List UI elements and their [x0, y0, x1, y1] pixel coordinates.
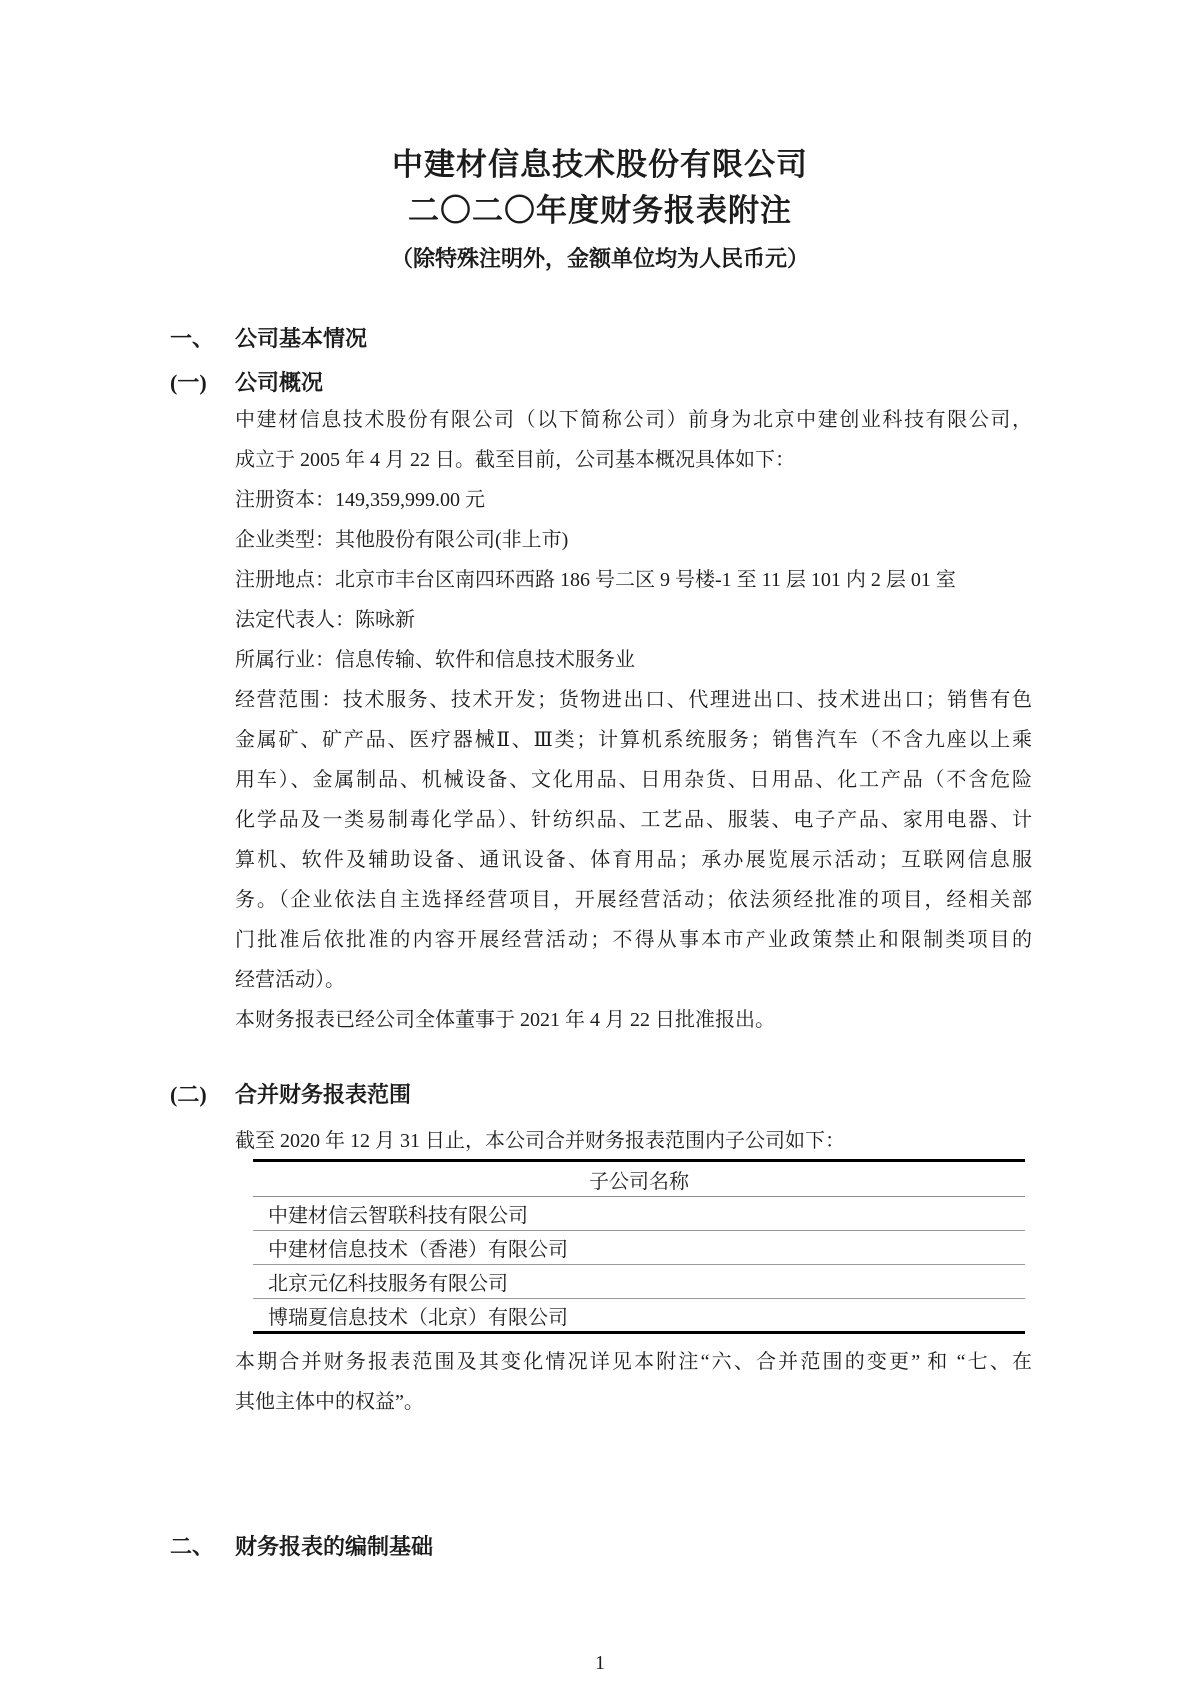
subsidiary-name-cell: 博瑞夏信息技术（北京）有限公司	[268, 1306, 568, 1329]
table-row	[253, 1299, 1025, 1333]
page-title-report: 二〇二〇年度财务报表附注	[408, 193, 792, 228]
page-title-company: 中建材信息技术股份有限公司	[392, 147, 808, 182]
subsidiary-name-cell: 中建材信息技术（香港）有限公司	[268, 1239, 568, 1261]
body-line: 金属矿、矿产品、医疗器械Ⅱ、Ⅲ类；计算机系统服务；销售汽车（不含九座以上乘	[235, 729, 1032, 751]
body-line: 经营活动）。	[235, 969, 345, 991]
body-line-business-scope: 经营范围：技术服务、技术开发；货物进出口、代理进出口、技术进出口；销售有色	[235, 689, 1032, 711]
body-line: 中建材信息技术股份有限公司（以下简称公司）前身为北京中建创业科技有限公司，	[235, 409, 1032, 431]
subsection-1-2-title: 合并财务报表范围	[235, 1082, 412, 1107]
currency-note: （除特殊注明外，金额单位均为人民币元）	[390, 246, 809, 271]
section-2-number: 二、	[170, 1534, 215, 1559]
consolidation-scope-outro	[235, 1342, 1032, 1422]
subsection-1-2-heading	[170, 1082, 1032, 1108]
body-line: 门批准后依批准的内容开展经营活动；不得从事本市产业政策禁止和限制类项目的	[235, 929, 1032, 951]
body-line: 化学品及一类易制毒化学品）、针纺织品、工艺品、服装、电子产品、家用电器、计	[235, 809, 1032, 831]
title-block	[0, 146, 1200, 274]
page-number: 1	[595, 1652, 605, 1674]
section-1-number: 一、	[170, 326, 215, 351]
section-2-title: 财务报表的编制基础	[235, 1534, 434, 1559]
section-1-title: 公司基本情况	[235, 326, 368, 351]
body-line-registered-capital: 注册资本：149,359,999.00 元	[235, 489, 485, 511]
table-row	[253, 1197, 1025, 1231]
subsidiary-table	[253, 1159, 1025, 1334]
subsection-1-1-heading	[170, 370, 1032, 396]
subsidiary-name-cell: 北京元亿科技服务有限公司	[268, 1273, 508, 1295]
subsection-1-2-number: (二)	[170, 1082, 207, 1107]
body-line: 成立于 2005 年 4 月 22 日。截至目前，公司基本概况具体如下：	[235, 449, 795, 471]
body-line: 其他主体中的权益”。	[235, 1391, 424, 1413]
section-1-heading	[170, 326, 1032, 352]
body-line: 用车）、金属制品、机械设备、文化用品、日用杂货、日用品、化工产品（不含危险	[235, 769, 1032, 791]
table-header-subsidiary-name: 子公司名称	[589, 1170, 689, 1193]
consolidation-scope-intro: 截至 2020 年 12 月 31 日止，本公司合并财务报表范围内子公司如下：	[235, 1130, 845, 1152]
body-line: 算机、软件及辅助设备、通讯设备、体育用品；承办展览展示活动；互联网信息服	[235, 849, 1032, 871]
subsection-1-1-number: (一)	[170, 370, 207, 395]
body-line-legal-representative: 法定代表人：陈咏新	[235, 609, 415, 631]
body-line: 务。（企业依法自主选择经营项目，开展经营活动；依法须经批准的项目，经相关部	[235, 889, 1032, 911]
body-line-approval-statement: 本财务报表已经公司全体董事于 2021 年 4 月 22 日批准报出。	[235, 1009, 775, 1031]
body-line-company-type: 企业类型：其他股份有限公司(非上市)	[235, 529, 569, 551]
section-2-heading	[170, 1534, 1032, 1560]
body-line: 本期合并财务报表范围及其变化情况详见本附注“六、合并范围的变更” 和 “七、在	[235, 1351, 1032, 1373]
company-overview-paragraphs	[235, 400, 1032, 1040]
subsidiary-table-header-row	[253, 1161, 1025, 1197]
body-line-registered-address: 注册地点：北京市丰台区南四环西路 186 号二区 9 号楼-1 至 11 层 101 内 2 层 01 室	[235, 569, 956, 591]
subsidiary-name-cell: 中建材信云智联科技有限公司	[268, 1205, 528, 1227]
table-row	[253, 1231, 1025, 1265]
table-row	[253, 1265, 1025, 1299]
body-line-industry: 所属行业：信息传输、软件和信息技术服务业	[235, 649, 635, 671]
subsection-1-1-title: 公司概况	[235, 370, 324, 395]
